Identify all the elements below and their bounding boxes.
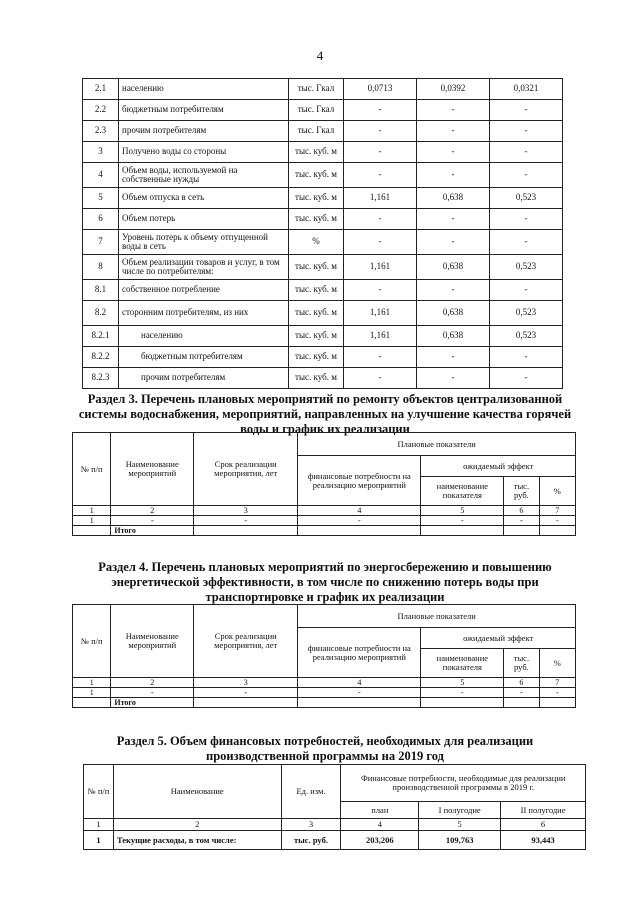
- row-value: 0,523: [490, 326, 563, 347]
- row-unit: тыс. куб. м: [289, 368, 344, 389]
- header-h2: II полугодие: [501, 802, 586, 819]
- row-value: -: [344, 280, 417, 301]
- row-value: -: [344, 230, 417, 255]
- header-plan: Плановые показатели: [298, 433, 576, 456]
- header-fin: финансовые потребности на реализацию мероприятий: [298, 456, 421, 506]
- row-value: 0,523: [490, 301, 563, 326]
- row-number: 8.2.1: [83, 326, 119, 347]
- row-value: 0,523: [490, 188, 563, 209]
- row-value: -: [344, 142, 417, 163]
- row-name: Объем реализации товаров и услуг, в том числе по потребителям:: [119, 255, 289, 280]
- row-unit: тыс. куб. м: [289, 142, 344, 163]
- column-numbers-row: 1 2 3 4 5 6 7: [73, 678, 576, 688]
- row-value: -: [490, 347, 563, 368]
- header-rub: тыс. руб.: [504, 477, 539, 506]
- row-name: Объем воды, используемой на собственные нужды: [119, 163, 289, 188]
- row-name: населению: [119, 326, 289, 347]
- header-plan: Плановые показатели: [298, 605, 576, 628]
- row-value: 1,161: [344, 326, 417, 347]
- row-value: 1,161: [344, 188, 417, 209]
- header-pct: %: [539, 649, 575, 678]
- header-term: Срок реализации мероприятия, лет: [194, 433, 298, 506]
- row-value: 0,0392: [417, 79, 490, 100]
- row-value: -: [417, 100, 490, 121]
- header-effect: ожидаемый эффект: [421, 456, 576, 477]
- row-name: бюджетным потребителям: [119, 347, 289, 368]
- header-name: Наименование: [113, 765, 281, 819]
- row-value: -: [417, 142, 490, 163]
- row-number: 2.3: [83, 121, 119, 142]
- row-value: 0,0713: [344, 79, 417, 100]
- table-row: [83, 326, 563, 347]
- table-row: [83, 368, 563, 389]
- table-row: [83, 79, 563, 100]
- total-label: Итого: [111, 698, 194, 708]
- section-5-title: Раздел 5. Объем финансовых потребностей, необходимых для реализации производственной программы на 2019 год: [116, 734, 534, 763]
- row-value: -: [417, 230, 490, 255]
- row-value: -: [344, 121, 417, 142]
- table-row: [83, 163, 563, 188]
- header-num: № п/п: [84, 765, 114, 819]
- table-row: [83, 121, 563, 142]
- column-numbers-row: 1 2 3 4 5 6 7: [73, 506, 576, 516]
- row-number: 8: [83, 255, 119, 280]
- row-name: Уровень потерь к объему отпущенной воды в сеть: [119, 230, 289, 255]
- row-value: -: [344, 100, 417, 121]
- table-row: [83, 347, 563, 368]
- header-rub: тыс. руб.: [504, 649, 539, 678]
- table-row: [83, 209, 563, 230]
- row-name: Объем отпуска в сеть: [119, 188, 289, 209]
- header-unit: Ед. изм.: [281, 765, 341, 819]
- row-value: -: [490, 121, 563, 142]
- row-value: 0,638: [417, 326, 490, 347]
- section-4-table: [72, 604, 576, 708]
- row-value: -: [417, 163, 490, 188]
- table-row: [83, 142, 563, 163]
- row-name: населению: [119, 79, 289, 100]
- header-effect: ожидаемый эффект: [421, 628, 576, 649]
- row-value: -: [490, 368, 563, 389]
- total-row: [73, 698, 576, 708]
- row-number: 8.1: [83, 280, 119, 301]
- table-row: [83, 280, 563, 301]
- row-value: -: [490, 142, 563, 163]
- header-fin: Финансовые потребности, необходимые для реализации производственной программы в 2019 г.: [341, 765, 586, 802]
- row-unit: %: [289, 230, 344, 255]
- row-value: -: [417, 209, 490, 230]
- header-num: № п/п: [73, 605, 111, 678]
- row-value: -: [417, 368, 490, 389]
- row-number: 8.2.3: [83, 368, 119, 389]
- table-row: [83, 230, 563, 255]
- header-indicator: наименование показателя: [421, 477, 504, 506]
- row-value: 0,638: [417, 301, 490, 326]
- row-number: 6: [83, 209, 119, 230]
- row-number: 7: [83, 230, 119, 255]
- row-unit: тыс. куб. м: [289, 347, 344, 368]
- row-value: -: [417, 280, 490, 301]
- table-row: 1 - - - - - -: [73, 516, 576, 526]
- header-fin: финансовые потребности на реализацию мероприятий: [298, 628, 421, 678]
- row-value: 0,523: [490, 255, 563, 280]
- section-4-title: Раздел 4. Перечень плановых мероприятий по энергосбережению и повышению энергетической эффективности, в том числе по снижению потерь воды при транспортировке и график их реализации: [98, 560, 552, 604]
- row-name: прочим потребителям: [119, 368, 289, 389]
- row-unit: тыс. куб. м: [289, 280, 344, 301]
- row-number: 2.1: [83, 79, 119, 100]
- row-unit: тыс. куб. м: [289, 188, 344, 209]
- table-row: [83, 100, 563, 121]
- row-name: Объем потерь: [119, 209, 289, 230]
- row-unit: тыс. куб. м: [289, 301, 344, 326]
- row-value: 0,638: [417, 188, 490, 209]
- header-term: Срок реализации мероприятия, лет: [194, 605, 298, 678]
- column-numbers-row: 1 2 3 4 5 6: [84, 819, 586, 831]
- section-3-title: Раздел 3. Перечень плановых мероприятий по ремонту объектов централизованной системы водоснабжения, мероприятий, направленных на улучшение качества горячей воды и график их реализации: [78, 392, 572, 436]
- row-number: 4: [83, 163, 119, 188]
- page-number: 4: [316, 48, 324, 63]
- header-indicator: наименование показателя: [421, 649, 504, 678]
- row-number: 8.2: [83, 301, 119, 326]
- table-row: [83, 301, 563, 326]
- header-name: Наименование мероприятий: [111, 605, 194, 678]
- section-3-table: [72, 432, 576, 536]
- total-row: [73, 526, 576, 536]
- row-value: -: [344, 347, 417, 368]
- row-value: -: [344, 163, 417, 188]
- table-row: [83, 188, 563, 209]
- section-5-table: [83, 764, 586, 850]
- total-label: Итого: [111, 526, 194, 536]
- row-unit: тыс. Гкал: [289, 121, 344, 142]
- row-name: бюджетным потребителям: [119, 100, 289, 121]
- row-number: 5: [83, 188, 119, 209]
- row-value: -: [490, 280, 563, 301]
- header-name: Наименование мероприятий: [111, 433, 194, 506]
- header-h1: I полугодие: [419, 802, 501, 819]
- row-unit: тыс. Гкал: [289, 79, 344, 100]
- row-value: -: [490, 230, 563, 255]
- row-unit: тыс. куб. м: [289, 163, 344, 188]
- row-value: 0,0321: [490, 79, 563, 100]
- row-value: -: [417, 347, 490, 368]
- row-number: 8.2.2: [83, 347, 119, 368]
- row-number: 3: [83, 142, 119, 163]
- row-name: сторонним потребителям, из них: [119, 301, 289, 326]
- row-value: 1,161: [344, 301, 417, 326]
- row-unit: тыс. куб. м: [289, 255, 344, 280]
- header-pct: %: [539, 477, 575, 506]
- header-plan: план: [341, 802, 419, 819]
- table-row: [83, 255, 563, 280]
- row-value: -: [344, 209, 417, 230]
- row-number: 2.2: [83, 100, 119, 121]
- row-value: -: [490, 100, 563, 121]
- row-value: 1,161: [344, 255, 417, 280]
- table-row: 1 Текущие расходы, в том числе: тыс. руб. 203,206 109,763 93,443: [84, 831, 586, 850]
- table-row: 1 - - - - - -: [73, 688, 576, 698]
- row-value: 0,638: [417, 255, 490, 280]
- row-name: прочим потребителям: [119, 121, 289, 142]
- row-value: -: [417, 121, 490, 142]
- row-unit: тыс. Гкал: [289, 100, 344, 121]
- row-name: Получено воды со стороны: [119, 142, 289, 163]
- row-name: собственное потребление: [119, 280, 289, 301]
- row-value: -: [490, 163, 563, 188]
- row-value: -: [344, 368, 417, 389]
- header-num: № п/п: [73, 433, 111, 506]
- row-unit: тыс. куб. м: [289, 209, 344, 230]
- row-unit: тыс. куб. м: [289, 326, 344, 347]
- row-value: -: [490, 209, 563, 230]
- balance-table: [82, 78, 563, 389]
